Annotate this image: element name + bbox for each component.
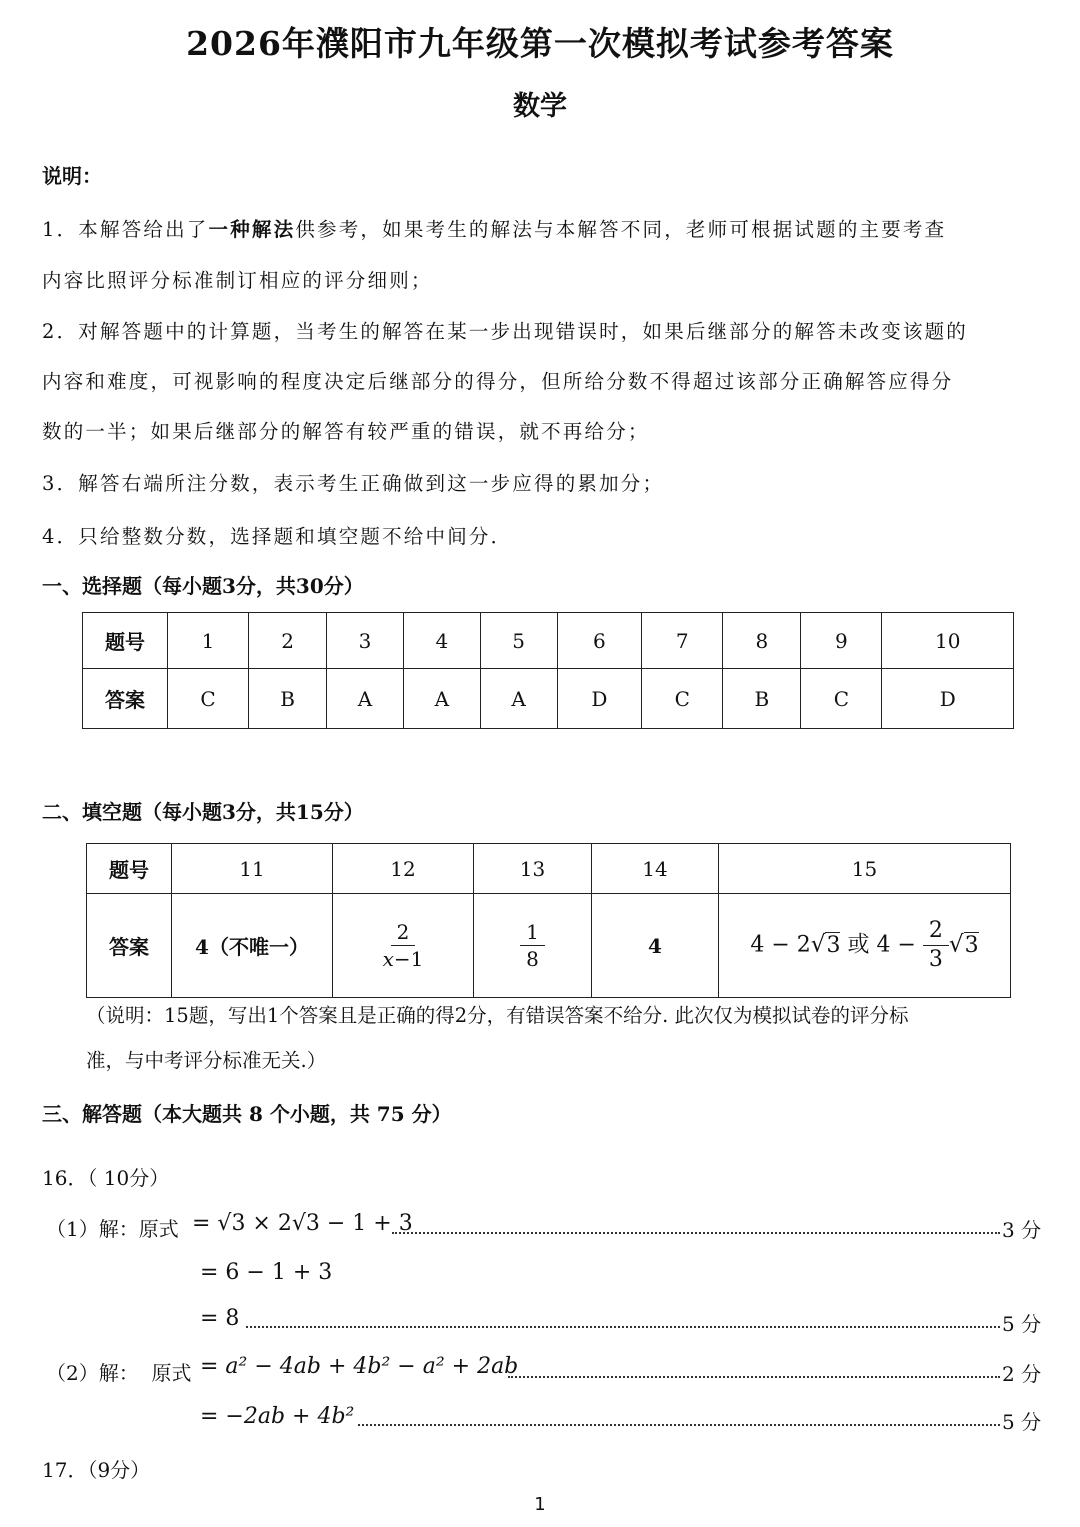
choice-number-row	[83, 613, 1014, 669]
choice-answer-cell: C	[168, 669, 249, 729]
fill-number-cell: 11	[172, 844, 333, 894]
answer-13	[474, 894, 592, 998]
q16-part1-points: 3 分	[1002, 1218, 1042, 1242]
q16-part2-step2-points: 5 分	[1002, 1410, 1042, 1434]
dot-leader	[508, 1376, 1000, 1378]
choice-answer-cell: A	[403, 669, 480, 729]
fill-answer-row	[87, 894, 1011, 998]
note-item-1	[42, 214, 946, 242]
answer-13-denominator: 8	[526, 947, 539, 971]
note-item-2-line2: 内容和难度，可视影响的程度决定后继部分的得分，但所给分数不得超过该部分正确解答应得分	[42, 370, 954, 393]
sqrt-symbol-icon: √	[948, 931, 964, 958]
choice-number-cell: 2	[249, 613, 327, 669]
choice-number-cell: 6	[557, 613, 642, 669]
sqrt-symbol-icon: √	[810, 931, 826, 958]
choice-answer-cell: D	[882, 669, 1014, 729]
note-item-3: 3．解答右端所注分数，表示考生正确做到这一步应得的累加分；	[42, 472, 665, 495]
page-title: 2026年濮阳市九年级第一次模拟考试参考答案	[186, 24, 894, 63]
page-number: 1	[534, 1494, 546, 1515]
choice-number-cell: 1	[168, 613, 249, 669]
choice-answer-cell: C	[642, 669, 723, 729]
answer-15	[719, 894, 1011, 998]
answer-12-den-var: x	[382, 947, 394, 971]
subject-title: 数学	[513, 91, 567, 122]
section2-note-line2: 准，与中考评分标准无关.）	[86, 1049, 327, 1072]
choice-answer-cell: D	[557, 669, 642, 729]
dot-leader	[358, 1424, 1000, 1426]
fill-number-cell: 12	[333, 844, 474, 894]
answer-13-fraction	[520, 921, 545, 970]
answer-15-part2: 4 −	[876, 932, 916, 958]
answer-15-radicand2: 3	[964, 932, 979, 958]
answer-11: 4（不唯一）	[172, 894, 333, 998]
section1-heading: 一、选择题（每小题3分，共30分）	[42, 574, 364, 598]
fill-answer-label: 答案	[87, 894, 172, 998]
q16-part2-expr: = a² − 4ab + 4b² − a² + 2ab	[200, 1354, 519, 1379]
choice-answer-cell: A	[327, 669, 404, 729]
dot-leader	[392, 1232, 1000, 1234]
choice-number-cell: 4	[403, 613, 480, 669]
choice-answer-row	[83, 669, 1014, 729]
note-item-1-line2: 内容比照评分标准制订相应的评分细则；	[42, 269, 433, 292]
note-item-1-suffix: 供参考，如果考生的解法与本解答不同，老师可根据试题的主要考查	[295, 218, 947, 241]
answer-15-fraction	[923, 919, 949, 972]
section2-heading: 二、填空题（每小题3分，共15分）	[42, 800, 364, 824]
answer-15-denominator: 3	[928, 947, 943, 972]
q16-part1-expr: = √3 × 2√3 − 1 + 3	[192, 1211, 413, 1236]
answer-15-radicand1: 3	[826, 932, 841, 958]
note-item-1-prefix: 1．本解答给出了	[42, 218, 209, 241]
answer-12-fraction	[377, 921, 430, 970]
answer-15-part1: 4 − 2	[750, 932, 811, 958]
question-16-heading: 16．（ 10分）	[42, 1166, 170, 1190]
question-17-heading: 17．（9分）	[42, 1458, 151, 1482]
choice-answer-cell: C	[801, 669, 882, 729]
fill-number-cell: 15	[719, 844, 1011, 894]
dot-leader	[246, 1326, 1000, 1328]
choice-number-cell: 9	[801, 613, 882, 669]
q16-part1-step2: = 6 − 1 + 3	[200, 1260, 333, 1285]
answer-15-or: 或	[840, 932, 877, 958]
fill-blank-table	[86, 843, 1011, 998]
choice-answer-cell: A	[480, 669, 557, 729]
answer-15-numerator: 2	[923, 919, 949, 946]
fill-number-cell: 14	[592, 844, 719, 894]
q16-part2-step2: = −2ab + 4b²	[200, 1404, 355, 1429]
q16-part1-step3-points: 5 分	[1002, 1312, 1042, 1336]
note-item-1-bold: 一种解法	[208, 218, 296, 241]
choice-answer-table	[82, 612, 1014, 729]
answer-12-numerator: 2	[391, 921, 416, 946]
q16-part2-label: （2）解： 原式	[46, 1361, 192, 1385]
q16-part1-label: （1）解：原式	[46, 1217, 179, 1241]
answer-12-denominator	[377, 946, 430, 970]
choice-number-cell: 3	[327, 613, 404, 669]
answer-12	[333, 894, 474, 998]
choice-number-cell: 8	[723, 613, 801, 669]
fill-number-cell: 13	[474, 844, 592, 894]
choice-answer-cell: B	[723, 669, 801, 729]
note-item-4: 4．只给整数分数，选择题和填空题不给中间分．	[42, 525, 513, 548]
choice-number-label: 题号	[83, 613, 168, 669]
section2-note-line1: （说明：15题，写出1个答案且是正确的得2分，有错误答案不给分. 此次仅为模拟试卷的评分标	[86, 1004, 909, 1027]
fill-number-label: 题号	[87, 844, 172, 894]
note-item-2-line1: 2．对解答题中的计算题，当考生的解答在某一步出现错误时，如果后继部分的解答未改变该题的	[42, 320, 969, 343]
choice-answer-cell: B	[249, 669, 327, 729]
q16-part2-points: 2 分	[1002, 1362, 1042, 1386]
answer-12-den-rest: −1	[393, 947, 424, 971]
notes-heading: 说明：	[42, 164, 102, 188]
answer-14: 4	[592, 894, 719, 998]
section3-heading: 三、解答题（本大题共 8 个小题，共 75 分）	[42, 1102, 452, 1126]
fill-number-row	[87, 844, 1011, 894]
choice-number-cell: 10	[882, 613, 1014, 669]
choice-number-cell: 7	[642, 613, 723, 669]
choice-answer-label: 答案	[83, 669, 168, 729]
answer-13-numerator: 1	[520, 921, 545, 946]
note-item-2-line3: 数的一半；如果后继部分的解答有较严重的错误，就不再给分；	[42, 420, 650, 443]
choice-number-cell: 5	[480, 613, 557, 669]
q16-part1-step3: = 8	[200, 1306, 240, 1331]
